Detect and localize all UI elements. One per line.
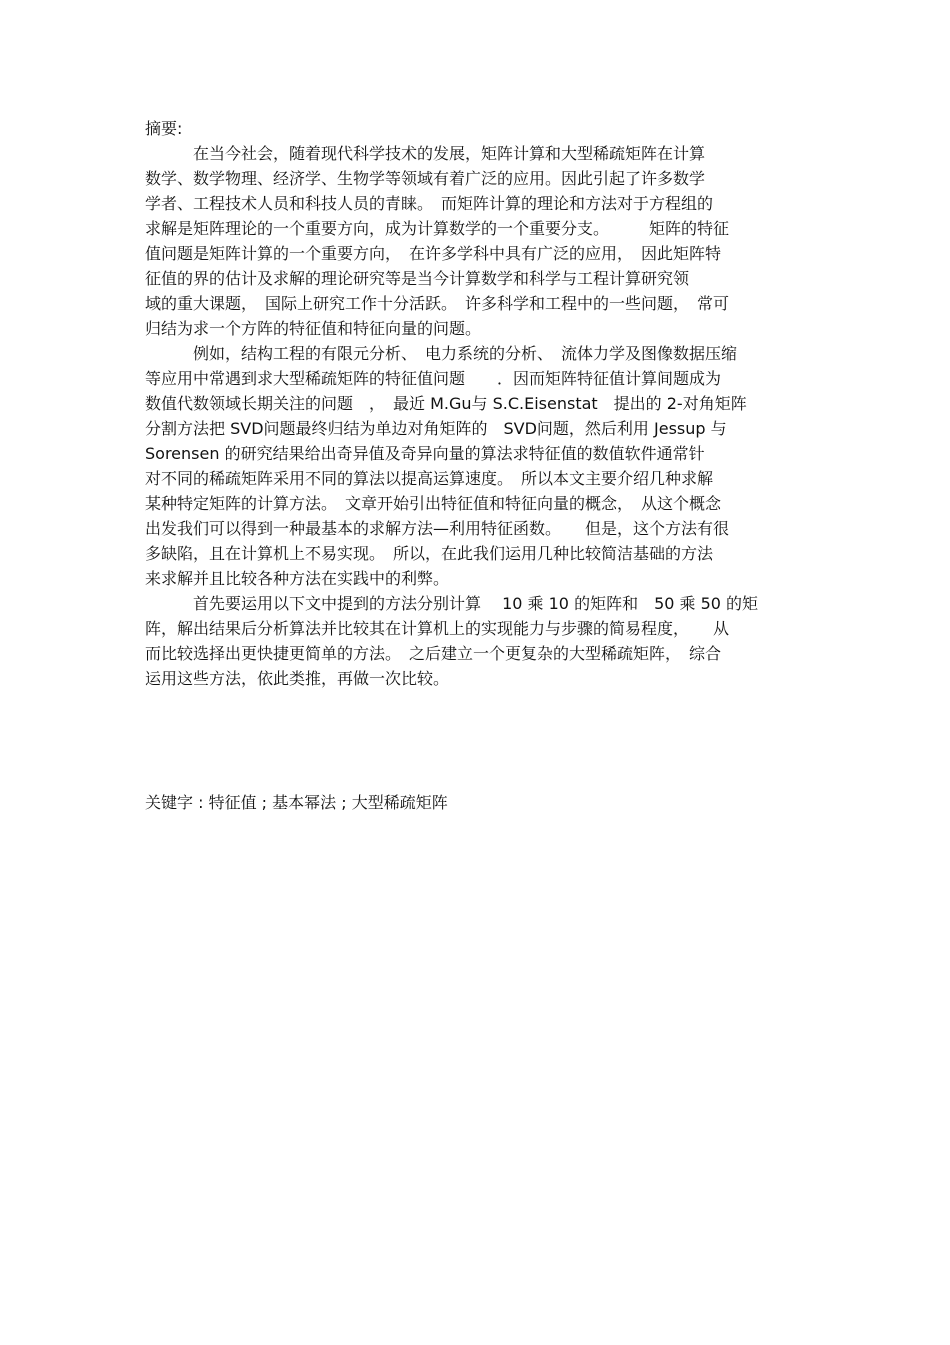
abstract-line: 运用这些方法，依此类推，再做一次比较。: [145, 669, 450, 688]
abstract-line: 域的重大课题， 国际上研究工作十分活跃。 许多科学和工程中的一些问题， 常可: [145, 294, 730, 313]
abstract-line: 对不同的稀疏矩阵采用不同的算法以提高运算速度。 所以本文主要介绍几种求解: [145, 469, 714, 488]
abstract-line: 阵，解出结果后分析算法并比较其在计算机上的实现能力与步骤的简易程度， 从: [145, 619, 730, 638]
abstract-line: 求解是矩阵理论的一个重要方向，成为计算数学的一个重要分支。 矩阵的特征: [145, 219, 730, 238]
abstract-line: Sorensen 的研究结果给出奇异值及奇异向量的算法求特征值的数值软件通常针: [145, 444, 705, 463]
abstract-line: 例如，结构工程的有限元分析、 电力系统的分析、 流体力学及图像数据压缩: [145, 344, 738, 363]
abstract-line: 首先要运用以下文中提到的方法分别计算 10 乘 10 的矩阵和 50 乘 50 的矩: [145, 594, 759, 613]
abstract-line: 在当今社会，随着现代科学技术的发展，矩阵计算和大型稀疏矩阵在计算: [145, 144, 706, 163]
abstract-line: 学者、工程技术人员和科技人员的青睐。 而矩阵计算的理论和方法对于方程组的: [145, 194, 714, 213]
abstract-line: 来求解并且比较各种方法在实践中的利弊。: [145, 569, 450, 588]
abstract-line: 而比较选择出更快捷更简单的方法。 之后建立一个更复杂的大型稀疏矩阵， 综合: [145, 644, 722, 663]
abstract-line: 值问题是矩阵计算的一个重要方向， 在许多学科中具有广泛的应用， 因此矩阵特: [145, 244, 722, 263]
abstract-line: 多缺陷，且在计算机上不易实现。 所以，在此我们运用几种比较简洁基础的方法: [145, 544, 714, 563]
abstract-heading: 摘要:: [145, 119, 183, 138]
abstract-line: 征值的界的估计及求解的理论研究等是当今计算数学和科学与工程计算研究领: [145, 269, 690, 288]
abstract-line: 出发我们可以得到一种最基本的求解方法—利用特征函数。 但是，这个方法有很: [145, 519, 730, 538]
keywords-line: 关键字 : 特征值 ; 基本幂法 ; 大型稀疏矩阵: [145, 793, 448, 812]
abstract-line: 分割方法把 SVD问题最终归结为单边对角矩阵的 SVD问题，然后利用 Jessup 与: [145, 419, 727, 438]
abstract-line: 等应用中常遇到求大型稀疏矩阵的特征值问题 ．因而矩阵特征值计算间题成为: [145, 369, 722, 388]
abstract-line: 某种特定矩阵的计算方法。 文章开始引出特征值和特征向量的概念， 从这个概念: [145, 494, 722, 513]
abstract-line: 归结为求一个方阵的特征值和特征向量的问题。: [145, 319, 482, 338]
abstract-line: 数值代数领域长期关注的问题 ， 最近 M.Gu与 S.C.Eisenstat 提出的 2-对角矩阵: [145, 394, 747, 413]
abstract-line: 数学、数学物理、经济学、生物学等领域有着广泛的应用。因此引起了许多数学: [145, 169, 706, 188]
